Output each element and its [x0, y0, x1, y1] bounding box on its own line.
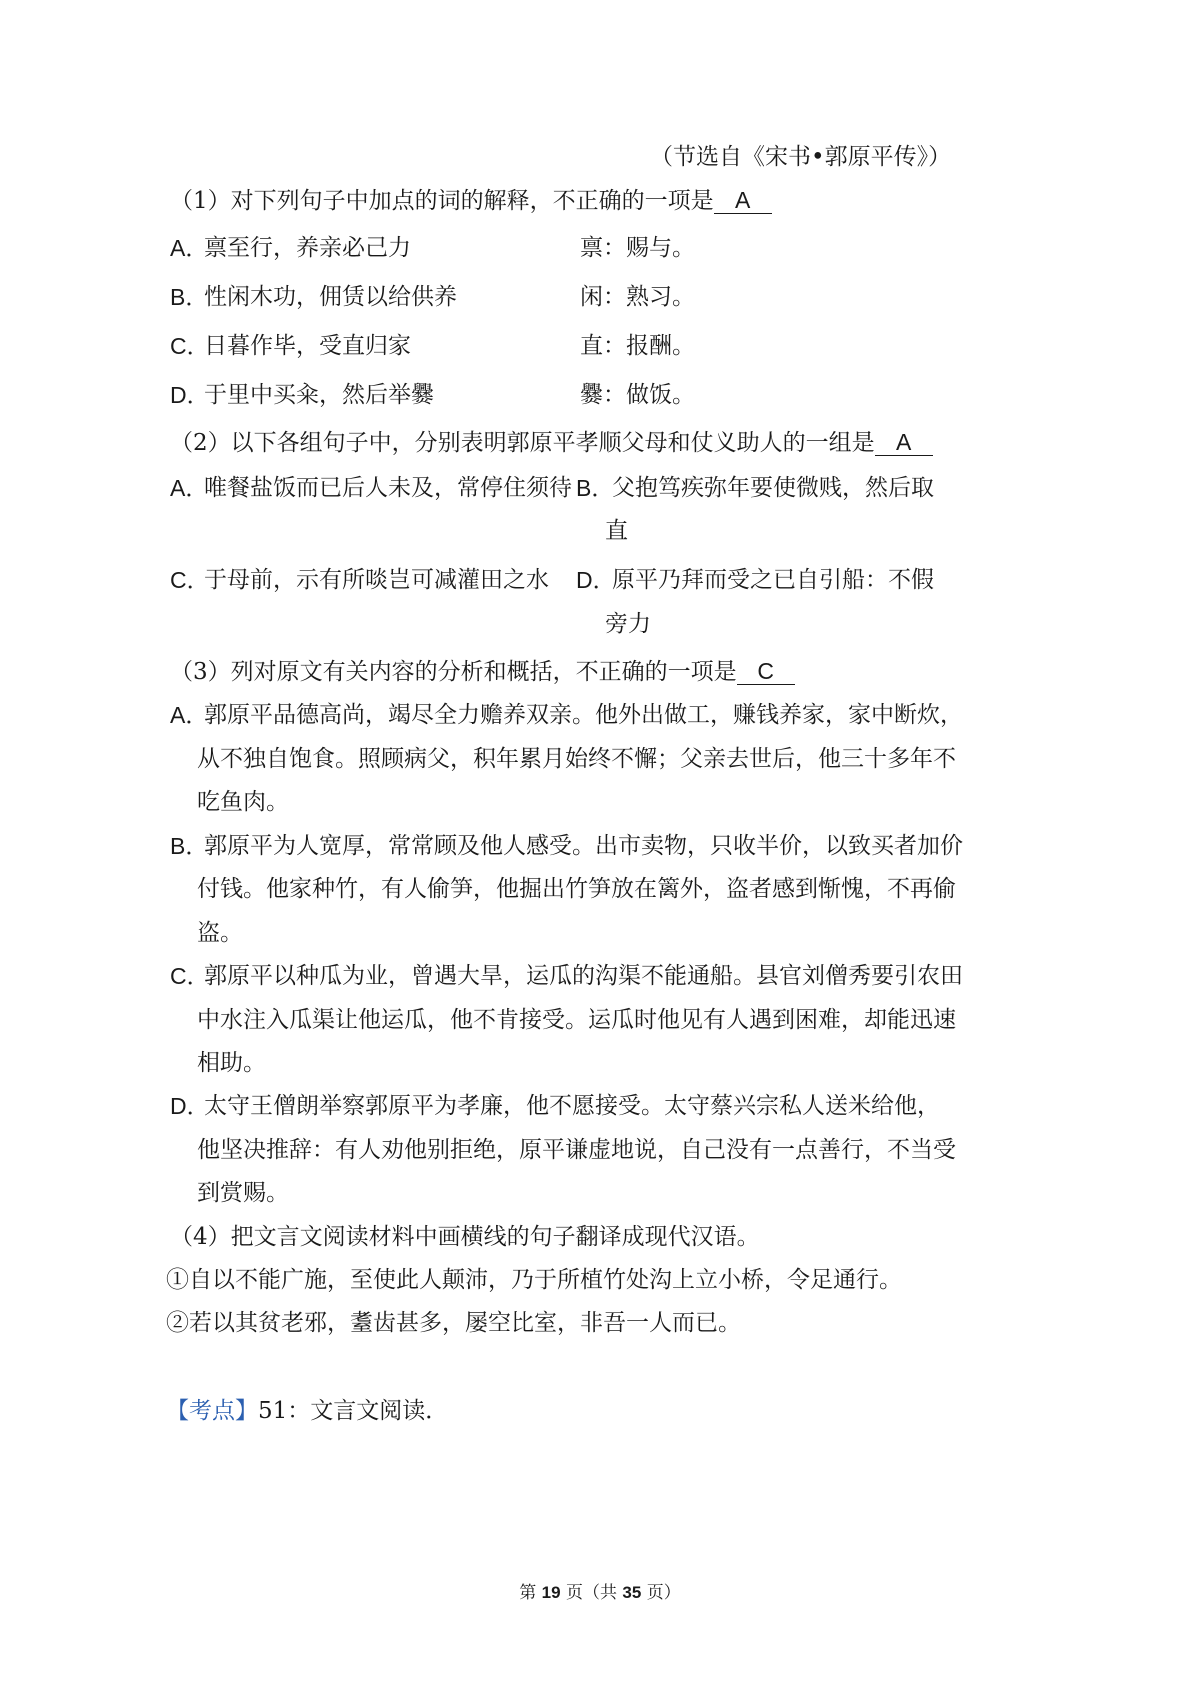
- q3-option-c-letter: C．: [170, 963, 210, 989]
- q1-option-b-text: 性闲木功，佣赁以给供养: [204, 284, 457, 310]
- q1-option-c-letter: C．: [170, 333, 210, 359]
- q1-stem: （1）对下列句子中加点的词的解释，不正确的一项是 A: [170, 186, 772, 216]
- page-total: 35: [622, 1583, 642, 1602]
- q3-option-a-line1: 郭原平品德高尚，竭尽全力赡养双亲。他外出做工，赚钱养家，家中断炊，: [204, 702, 963, 728]
- page-footer: 第 19 页（共 35 页）: [519, 1583, 681, 1603]
- page-number: 19: [541, 1583, 561, 1602]
- q1-option-d-letter: D．: [170, 382, 210, 408]
- q3-option-a-letter: A．: [170, 702, 209, 728]
- kaodian-text: 51：文言文阅读．: [258, 1398, 449, 1424]
- q4-sentence-1: ①自以不能广施，至使此人颠沛，乃于所植竹处沟上立小桥，令足通行。: [166, 1267, 902, 1293]
- q1-option-a-gloss: 禀：赐与。: [580, 235, 695, 261]
- kaodian-label: 【考点】: [166, 1398, 258, 1424]
- q1-option-c-text: 日暮作毕，受直归家: [204, 333, 411, 359]
- q2-stem: （2）以下各组句子中，分别表明郭原平孝顺父母和仗义助人的一组是 A: [170, 428, 933, 458]
- kaodian: [166, 1396, 448, 1426]
- q3-option-a-line3: 吃鱼肉。: [197, 789, 289, 815]
- q3-option-b-letter: B．: [170, 833, 209, 859]
- q1-option-d-gloss: 爨：做饭。: [580, 382, 695, 408]
- q3-option-c-line2: 中水注入瓜渠让他运瓜，他不肯接受。运瓜时他见有人遇到困难，却能迅速: [197, 1007, 956, 1033]
- q2-option-d-letter: D．: [576, 567, 616, 593]
- q1-answer: A: [714, 187, 772, 214]
- q2-answer: A: [875, 429, 933, 456]
- q2-option-c-text: 于母前，示有所啖岂可减灌田之水: [204, 567, 549, 593]
- q3-option-d-line1: 太守王僧朗举察郭原平为孝廉，他不愿接受。太守蔡兴宗私人送米给他，: [204, 1093, 940, 1119]
- q1-option-a-text: 禀至行，养亲必己力: [204, 235, 411, 261]
- q1-option-b-gloss: 闲：熟习。: [580, 284, 695, 310]
- q3-answer: C: [737, 658, 795, 685]
- q3-option-d-letter: D．: [170, 1093, 210, 1119]
- q3-option-d-line3: 到赏赐。: [197, 1180, 289, 1206]
- q2-option-d-line1: 原平乃拜而受之已自引船：不假: [612, 567, 934, 593]
- q1-option-b-letter: B．: [170, 284, 209, 310]
- q3-option-b-line3: 盗。: [197, 920, 243, 946]
- q2-option-c-letter: C．: [170, 567, 210, 593]
- q3-option-c-line1: 郭原平以种瓜为业，曾遇大旱，运瓜的沟渠不能通船。县官刘僧秀要引农田: [204, 963, 963, 989]
- q1-option-a-letter: A．: [170, 235, 209, 261]
- q4-sentence-2: ②若以其贫老邪，耋齿甚多，屡空比室，非吾一人而已。: [166, 1310, 741, 1336]
- q3-option-a-line2: 从不独自饱食。照顾病父，积年累月始终不懈；父亲去世后，他三十多年不: [197, 746, 956, 772]
- q3-option-c-line3: 相助。: [197, 1050, 266, 1076]
- q1-option-d-text: 于里中买籴，然后举爨: [204, 382, 434, 408]
- q3-option-b-line1: 郭原平为人宽厚，常常顾及他人感受。出市卖物，只收半价，以致买者加价: [204, 833, 963, 859]
- q2-option-a-letter: A．: [170, 475, 209, 501]
- q2-option-a-text: 唯餐盐饭而已后人未及，常停住须待: [204, 475, 572, 501]
- q2-option-b-letter: B．: [576, 475, 615, 501]
- q4-stem: （4）把文言文阅读材料中画横线的句子翻译成现代汉语。: [170, 1224, 760, 1250]
- q1-option-c-gloss: 直：报酬。: [580, 333, 695, 359]
- source-line: （节选自《宋书•郭原平传》）: [650, 144, 952, 170]
- q3-stem: （3）列对原文有关内容的分析和概括，不正确的一项是 C: [170, 657, 795, 687]
- q2-option-d-line2: 旁力: [605, 611, 651, 637]
- q3-option-b-line2: 付钱。他家种竹，有人偷笋，他掘出竹笋放在篱外，盗者感到惭愧，不再偷: [197, 876, 956, 902]
- q3-option-d-line2: 他坚决推辞：有人劝他别拒绝，原平谦虚地说，自己没有一点善行，不当受: [197, 1137, 956, 1163]
- q2-option-b-line2: 直: [605, 518, 628, 544]
- q2-option-b-line1: 父抱笃疾弥年要使微贱，然后取: [612, 475, 934, 501]
